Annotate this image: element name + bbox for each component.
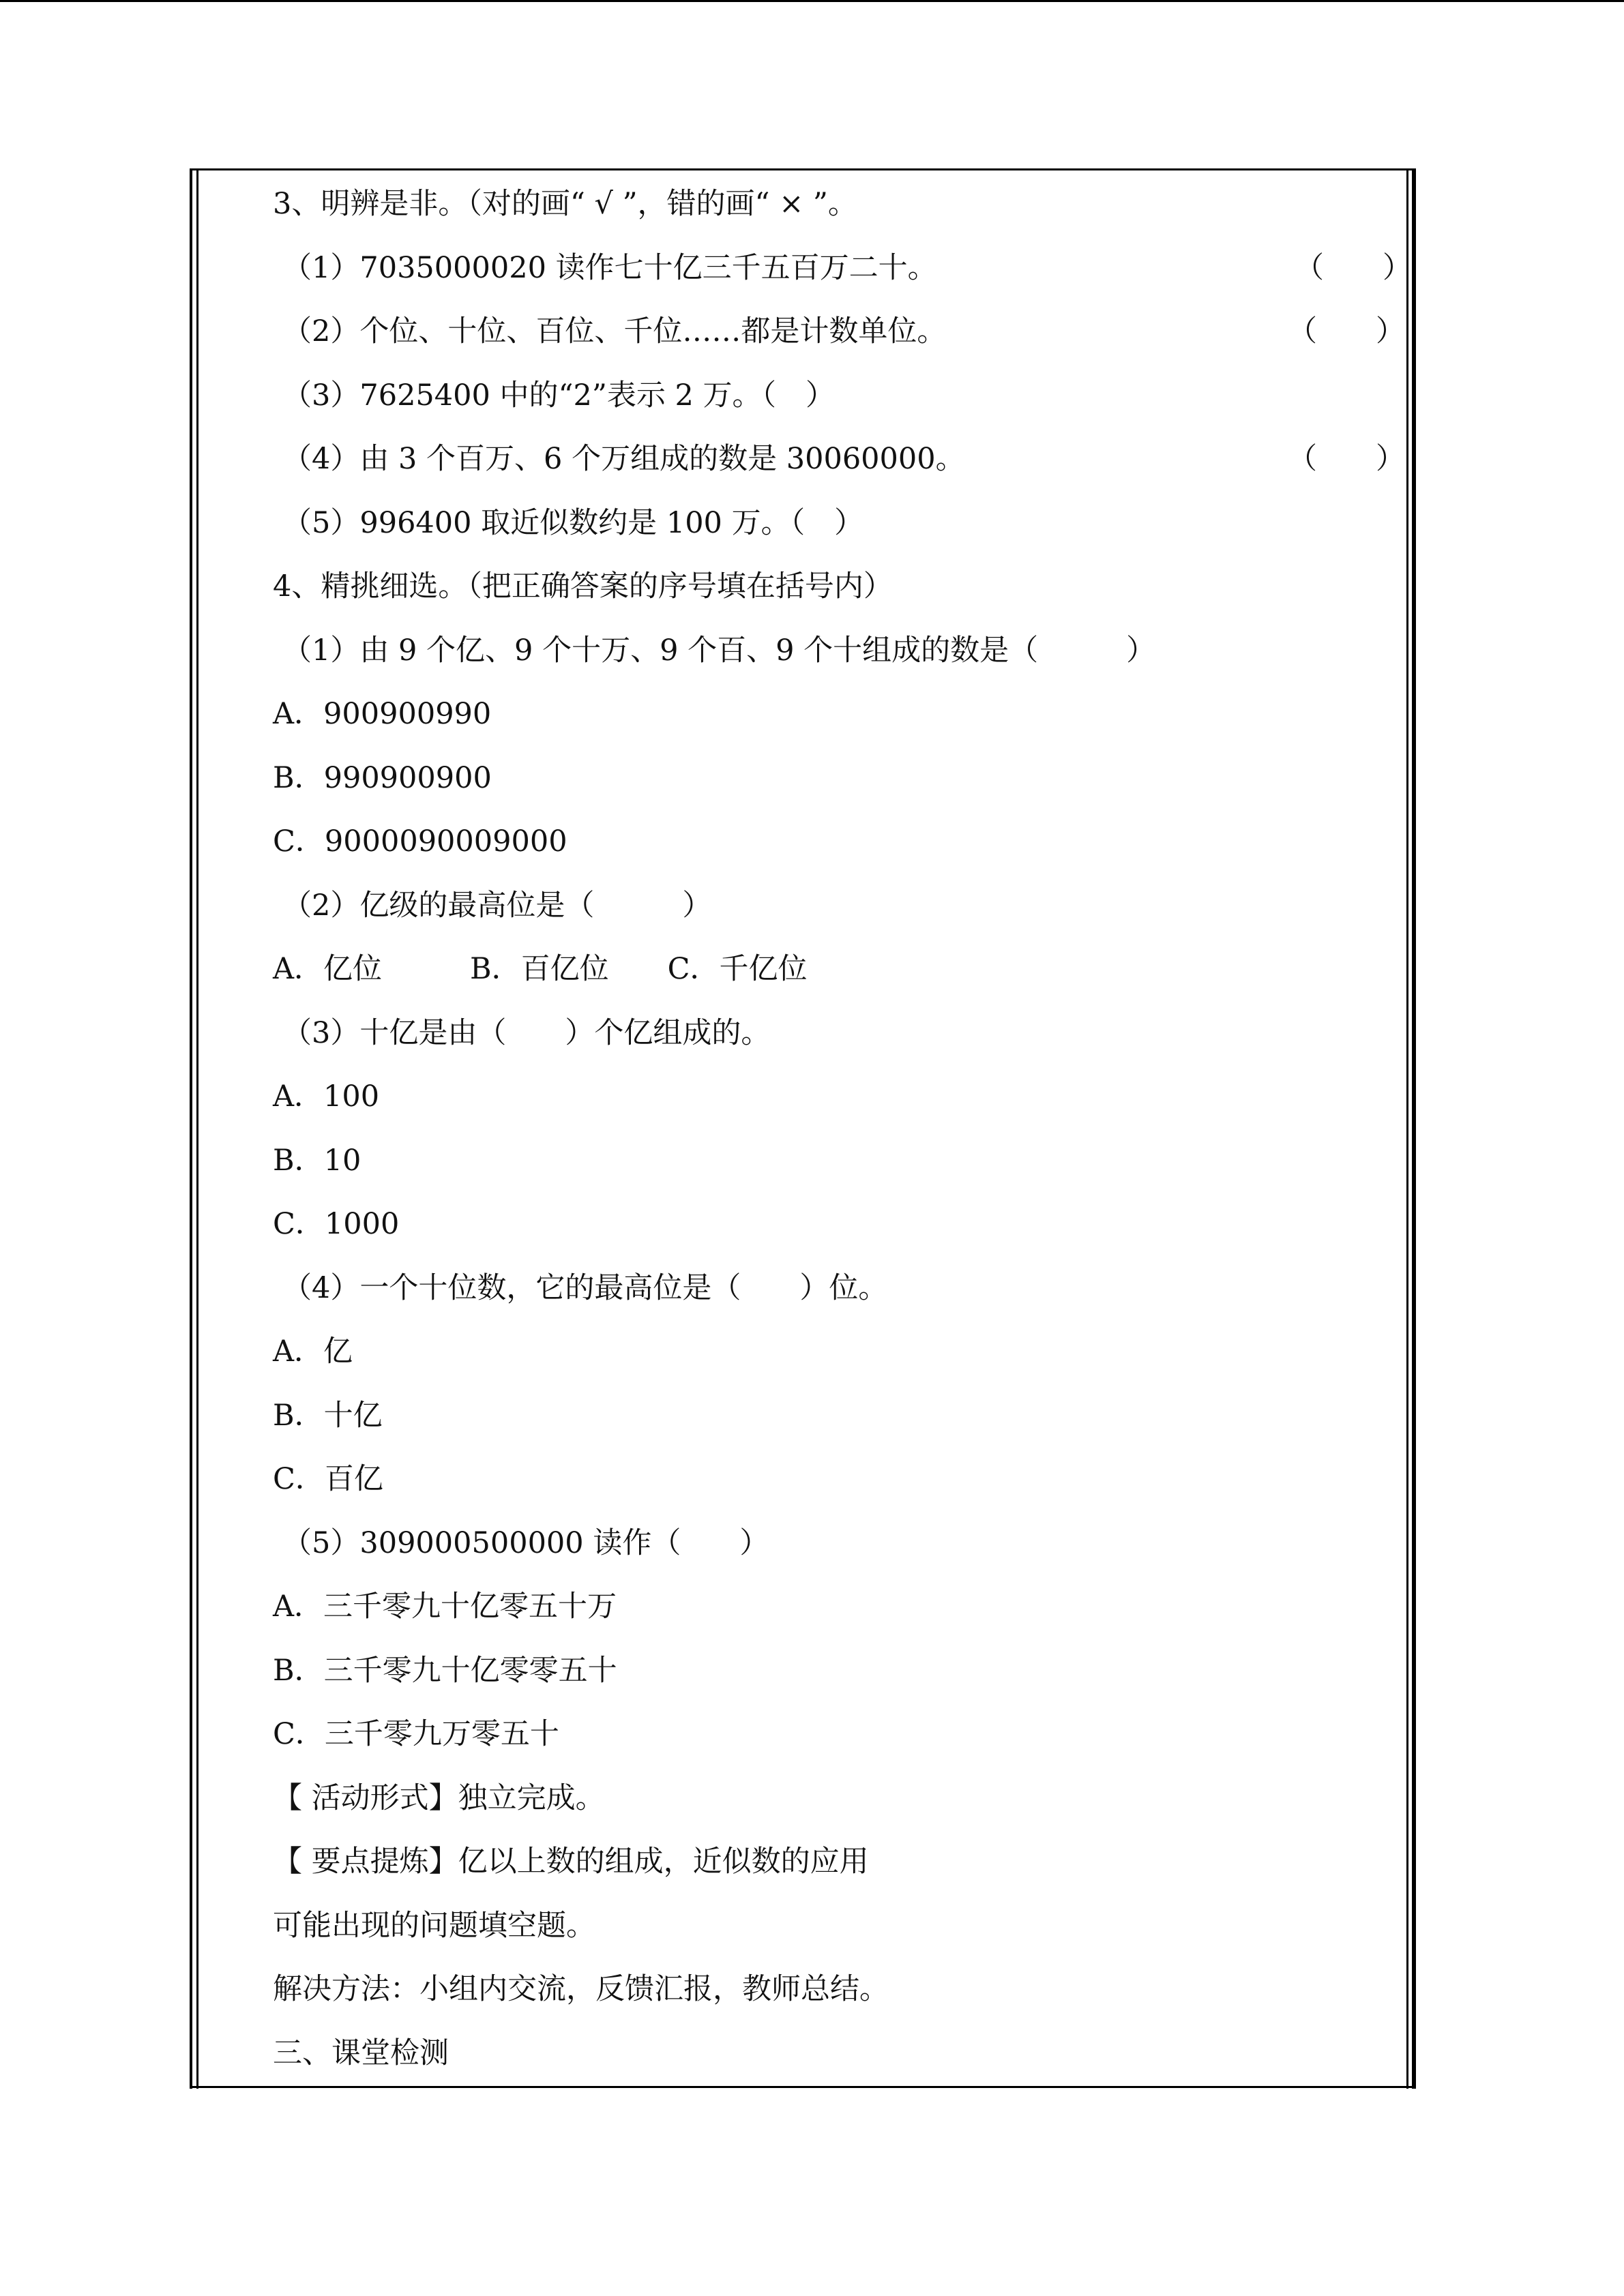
line-text: B．十亿 [273,1398,383,1433]
worksheet-line [273,880,1391,944]
line-text: A．亿位 B．百亿位 C．千亿位 [273,952,808,986]
line-text: B．10 [273,1143,361,1178]
worksheet-line [273,1008,1391,1072]
worksheet-content [273,179,1412,2091]
worksheet-line [273,1390,1391,1455]
worksheet-line [273,1964,1391,2028]
right-border-outer [1412,168,1416,2089]
line-text: （5）309000500000 读作（ ） [282,1525,769,1560]
line-text: （2）亿级的最高位是（ ） [282,888,712,923]
worksheet-line [273,816,1391,880]
line-text: C．三千零九万零五十 [273,1717,559,1751]
left-border-inner [196,168,198,2089]
line-text: B．990900900 [273,760,492,795]
answer-parentheses[interactable]: （ ） [1295,250,1412,285]
line-text: 三、课堂检测 [273,2036,449,2070]
line-text: 【 活动形式】独立完成。 [273,1780,605,1815]
worksheet-line [273,1518,1391,1582]
answer-parentheses[interactable]: （ ） [1288,442,1405,476]
worksheet-line [273,561,1391,625]
right-border-inner [1406,168,1408,2089]
line-text: （1）7035000020 读作七十亿三千五百万二十。 [282,250,937,285]
line-text: （3）十亿是由（ ）个亿组成的。 [282,1015,771,1050]
line-text: 3、明辨是非。（对的画“ √ ”，错的画“ × ”。 [273,187,857,221]
line-text: A．亿 [273,1335,353,1369]
line-text: C．9000090009000 [273,824,567,859]
worksheet-line [273,1709,1391,1773]
line-text: （3）7625400 中的“2”表示 2 万。（ ） [282,378,836,413]
top-border [190,168,1416,170]
line-text: （5）996400 取近似数约是 100 万。（ ） [282,505,864,540]
worksheet-line [273,179,1391,243]
worksheet-line [273,1900,1391,1965]
worksheet-line [273,2028,1391,2092]
line-text: A．三千零九十亿零五十万 [273,1590,617,1624]
line-text: （4）一个十位数，它的最高位是（ ）位。 [282,1270,888,1305]
line-text: 解决方法：小组内交流，反馈汇报，教师总结。 [273,1972,889,2006]
worksheet-line [273,1773,1391,1837]
line-text: 4、精挑细选。（把正确答案的序号填在括号内） [273,569,893,603]
line-text: （4）由 3 个百万、6 个万组成的数是 30060000。 [282,442,965,476]
worksheet-line [273,689,1391,753]
worksheet-line [273,1836,1391,1900]
worksheet-line [273,1326,1391,1390]
worksheet-line [273,1135,1391,1199]
worksheet-line [273,1263,1391,1327]
worksheet-line [273,434,1405,498]
worksheet-line [273,370,1391,434]
line-text: C．百亿 [273,1462,383,1496]
answer-parentheses[interactable]: （ ） [1288,314,1405,348]
worksheet-line [273,1071,1391,1135]
worksheet-line [273,1645,1391,1710]
worksheet-line [273,1581,1391,1645]
worksheet-line [273,1454,1391,1518]
line-text: A．900900990 [273,697,492,731]
worksheet-line [273,306,1405,370]
line-text: 可能出现的问题填空题。 [273,1908,595,1943]
worksheet-line [273,625,1391,689]
line-text: A．100 [273,1079,380,1114]
line-text: B．三千零九十亿零零五十 [273,1653,617,1688]
worksheet-line [273,498,1391,562]
line-text: 【 要点提炼】亿以上数的组成，近似数的应用 [273,1845,869,1879]
left-border-outer [190,168,192,2089]
worksheet-line [273,1199,1391,1263]
worksheet-line [273,944,1391,1008]
worksheet-line [273,243,1412,307]
line-text: C．1000 [273,1207,400,1241]
worksheet-line [273,753,1391,817]
top-rule [0,0,1624,2]
line-text: （1）由 9 个亿、9 个十万、9 个百、9 个十组成的数是（ ） [282,633,1156,668]
line-text: （2）个位、十位、百位、千位……都是计数单位。 [282,314,947,348]
